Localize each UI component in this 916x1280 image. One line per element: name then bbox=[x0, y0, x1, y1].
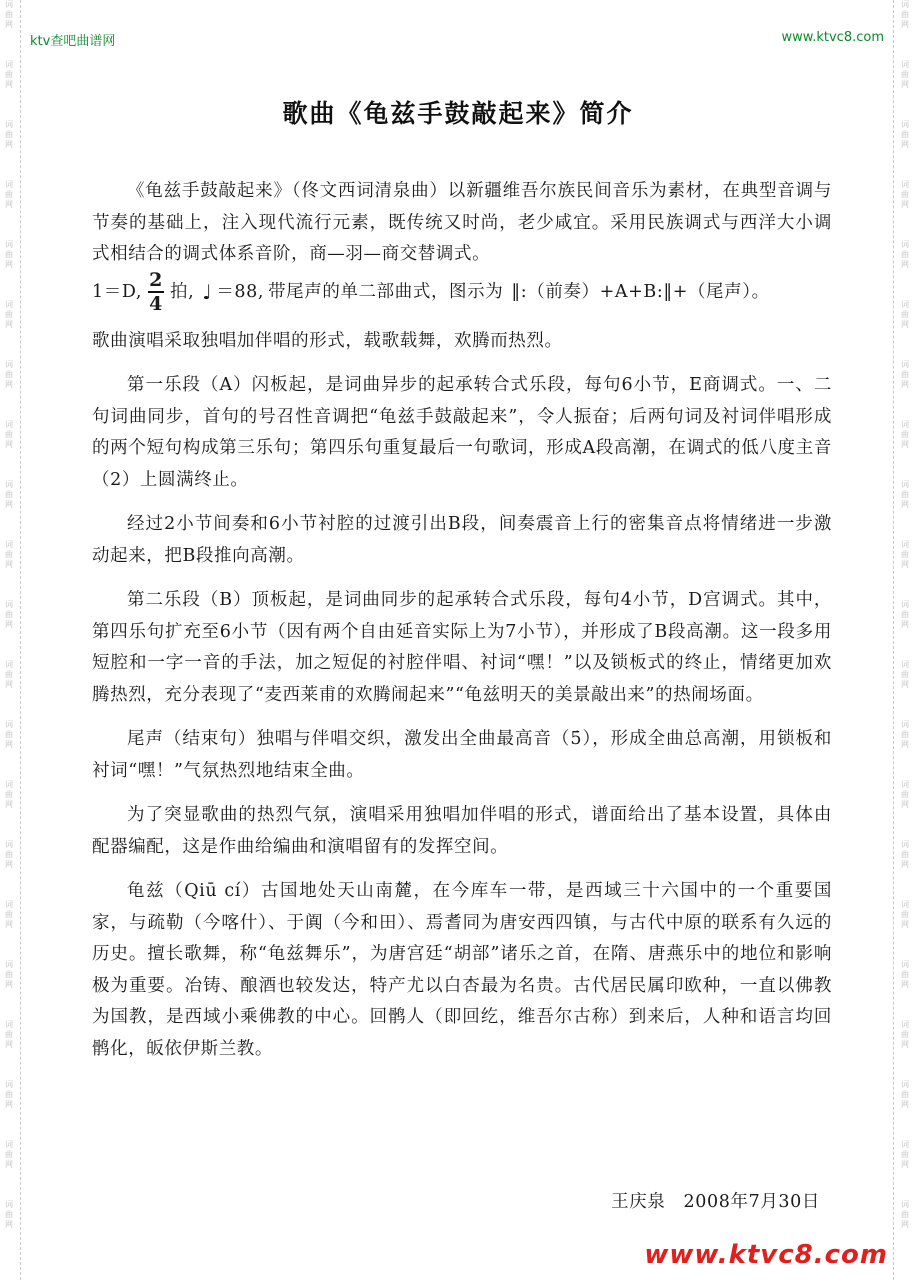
footer-watermark: www.ktvc8.com bbox=[644, 1240, 888, 1270]
margin-watermark-mark: 词 曲 网 bbox=[5, 120, 13, 149]
margin-watermark-mark: 词 曲 网 bbox=[901, 900, 909, 929]
page-title: 歌曲《龟兹手鼓敲起来》简介 bbox=[282, 99, 634, 128]
margin-watermark-mark: 词 曲 网 bbox=[5, 0, 13, 29]
margin-watermark-mark: 词 曲 网 bbox=[901, 1200, 909, 1229]
intro-text: 《龟兹手鼓敲起来》（佟文西词清泉曲）以新疆维吾尔族民间音乐为素材，在典型音调与节奏的基础上，注入现代流行元素，既传统又时尚，老少咸宜。采用民族调式与西洋大小调式相结合的调式体系音阶，商—羽—商交替调式。 bbox=[92, 181, 832, 264]
article-body bbox=[92, 176, 832, 1078]
margin-watermark-mark: 词 曲 网 bbox=[5, 60, 13, 89]
margin-watermark-mark: 词 曲 网 bbox=[5, 1020, 13, 1049]
margin-watermark-mark: 词 曲 网 bbox=[901, 720, 909, 749]
margin-watermark-mark: 词 曲 网 bbox=[5, 420, 13, 449]
left-margin-watermark bbox=[2, 0, 16, 1280]
site-name-left[interactable]: ktv查吧曲谱网 bbox=[30, 34, 116, 49]
margin-watermark-mark: 词 曲 网 bbox=[5, 780, 13, 809]
paragraph-section-b: 第二乐段（B）顶板起，是词曲同步的起承转合式乐段，每句4小节，D宫调式。其中，第四乐句扩充至6小节（因有两个自由延音实际上为7小节），并形成了B段高潮。这一段多用短腔和一字一音的手法，加之短促的衬腔伴唱、衬词“嘿！”以及锁板式的终止，情绪更加欢腾热烈，充分表现了“麦西莱甫的欢腾闹起来”“龟兹明天的美景敲出来”的热闹场面。 bbox=[92, 590, 832, 705]
margin-watermark-mark: 词 曲 网 bbox=[5, 480, 13, 509]
margin-watermark-mark: 词 曲 网 bbox=[901, 180, 909, 209]
paragraph-intro bbox=[92, 176, 832, 271]
margin-watermark-mark: 词 曲 网 bbox=[5, 840, 13, 869]
paragraph-transition: 经过2小节间奏和6小节衬腔的过渡引出B段，间奏震音上行的密集音点将情绪进一步激动起来，把B段推向高潮。 bbox=[92, 514, 832, 566]
margin-watermark-mark: 词 曲 网 bbox=[5, 540, 13, 569]
margin-watermark-mark: 词 曲 网 bbox=[5, 1140, 13, 1169]
margin-watermark-mark: 词 曲 网 bbox=[901, 1020, 909, 1049]
margin-watermark-mark: 词 曲 网 bbox=[901, 960, 909, 989]
margin-watermark-mark: 词 曲 网 bbox=[5, 1080, 13, 1109]
margin-watermark-mark: 词 曲 网 bbox=[5, 660, 13, 689]
margin-watermark-mark: 词 曲 网 bbox=[5, 960, 13, 989]
paragraph-section-a: 第一乐段（A）闪板起，是词曲异步的起承转合式乐段，每句6小节，E商调式。一、二句词曲同步，首句的号召性音调把“龟兹手鼓敲起来”，令人振奋；后两句词及衬词伴唱形成的两个短句构成第三乐句；第四乐句重复最后一句歌词，形成A段高潮，在调式的低八度主音（2）上圆满终止。 bbox=[92, 375, 832, 490]
margin-watermark-mark: 词 曲 网 bbox=[901, 1140, 909, 1169]
margin-watermark-mark: 词 曲 网 bbox=[901, 660, 909, 689]
margin-watermark-mark: 词 曲 网 bbox=[5, 600, 13, 629]
margin-watermark-mark: 词 曲 网 bbox=[901, 540, 909, 569]
form-text: 带尾声的单二部曲式，图示为 bbox=[268, 281, 504, 302]
time-denominator: 4 bbox=[149, 292, 163, 315]
author-signature: 王庆泉 2008年7月30日 bbox=[611, 1192, 820, 1212]
margin-watermark-mark: 词 曲 网 bbox=[5, 900, 13, 929]
margin-watermark-mark: 词 曲 网 bbox=[901, 240, 909, 269]
form-formula: ‖:（前奏）+A+B:‖+（尾声）。 bbox=[511, 281, 770, 302]
paragraph-intro-end bbox=[92, 326, 832, 358]
site-url-right[interactable]: www.ktvc8.com bbox=[781, 30, 884, 45]
margin-watermark-mark: 词 曲 网 bbox=[5, 1200, 13, 1229]
margin-watermark-mark: 词 曲 网 bbox=[901, 1080, 909, 1109]
quarter-note-icon: ♩ bbox=[202, 279, 213, 304]
margin-watermark-mark: 词 曲 网 bbox=[901, 60, 909, 89]
margin-watermark-mark: 词 曲 网 bbox=[901, 0, 909, 29]
paragraph-coda: 尾声（结束句）独唱与伴唱交织，激发出全曲最高音（5̇），形成全曲总高潮，用锁板和衬词“嘿！”气氛热烈地结束全曲。 bbox=[92, 729, 832, 781]
time-numerator: 2 bbox=[149, 268, 163, 291]
right-margin-line bbox=[893, 0, 894, 1280]
left-margin-line bbox=[20, 0, 21, 1280]
intro-end-text: 歌曲演唱采取独唱加伴唱的形式，载歌载舞，欢腾而热烈。 bbox=[92, 330, 563, 351]
paragraph-qiuci-history: 龟兹（Qiū cí）古国地处天山南麓，在今库车一带，是西域三十六国中的一个重要国家，与疏勒（今喀什）、于阗（今和田）、焉耆同为唐安西四镇，与古代中原的联系有久远的历史。擅长歌舞，称“龟兹舞乐”，为唐宫廷“胡部”诸乐之首，在隋、唐燕乐中的地位和影响极为重要。冶铸、酿酒也较发达，特产尤以白杏最为名贵。古代居民属印欧种，一直以佛教为国教，是西域小乘佛教的中心。回鹘人（即回纥，维吾尔古称）到来后，人种和语言均回鹘化，皈依伊斯兰教。 bbox=[92, 881, 832, 1059]
margin-watermark-mark: 词 曲 网 bbox=[901, 780, 909, 809]
margin-watermark-mark: 词 曲 网 bbox=[901, 300, 909, 329]
margin-watermark-mark: 词 曲 网 bbox=[5, 180, 13, 209]
tempo-line bbox=[92, 268, 832, 315]
beat-word: 拍, bbox=[170, 281, 195, 302]
time-signature bbox=[148, 268, 164, 315]
margin-watermark-mark: 词 曲 网 bbox=[901, 840, 909, 869]
margin-watermark-mark: 词 曲 网 bbox=[5, 720, 13, 749]
margin-watermark-mark: 词 曲 网 bbox=[901, 360, 909, 389]
margin-watermark-mark: 词 曲 网 bbox=[901, 600, 909, 629]
key-signature: 1＝D, bbox=[92, 281, 143, 302]
margin-watermark-mark: 词 曲 网 bbox=[5, 300, 13, 329]
margin-watermark-mark: 词 曲 网 bbox=[901, 480, 909, 509]
margin-watermark-mark: 词 曲 网 bbox=[901, 420, 909, 449]
paragraph-performance: 为了突显歌曲的热烈气氛，演唱采用独唱加伴唱的形式，谱面给出了基本设置，具体由配器编配，这是作曲给编曲和演唱留有的发挥空间。 bbox=[92, 805, 832, 857]
right-margin-watermark bbox=[898, 0, 912, 1280]
tempo-value: ＝88, bbox=[216, 281, 265, 302]
margin-watermark-mark: 词 曲 网 bbox=[5, 240, 13, 269]
margin-watermark-mark: 词 曲 网 bbox=[5, 360, 13, 389]
margin-watermark-mark: 词 曲 网 bbox=[901, 120, 909, 149]
